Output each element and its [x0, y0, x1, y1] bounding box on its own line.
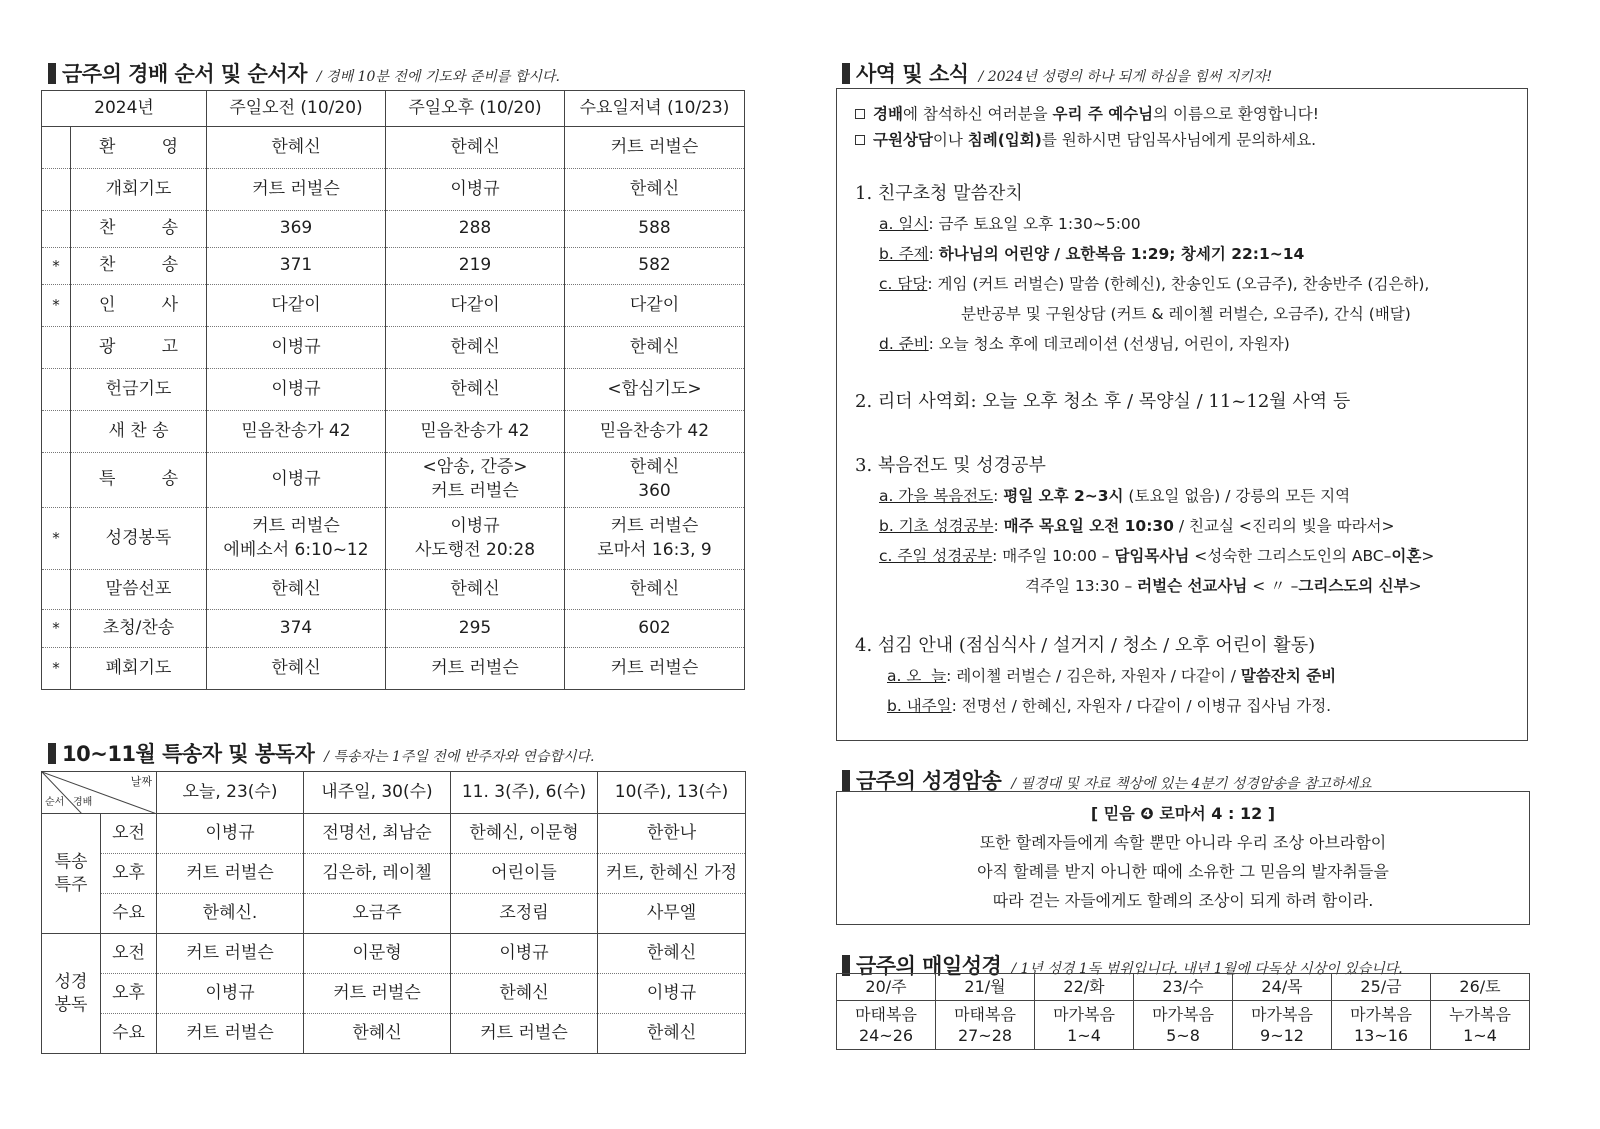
subline-text: : 금주 토요일 오후 1:30~5:00 — [928, 215, 1141, 233]
label-char: 사 — [161, 294, 178, 315]
order-item-label: 폐회기도 — [71, 648, 207, 690]
notice-text: 이나 — [932, 131, 968, 149]
cell-line: 한혜신 — [629, 457, 680, 478]
reading-cell — [1233, 1001, 1332, 1050]
verse-line: 아직 할례를 받지 아니한 때에 소유한 그 믿음의 발자취들을 — [977, 862, 1389, 881]
order-item-label — [71, 285, 207, 327]
chapter-range: 5~8 — [1166, 1026, 1200, 1045]
table-header-row — [42, 772, 746, 814]
order-item-label — [71, 453, 207, 508]
checkbox-square-icon — [855, 135, 865, 145]
news-subline — [855, 661, 1509, 691]
required-marker — [42, 411, 71, 453]
table-row — [42, 453, 745, 508]
order-item-label: 말씀선포 — [71, 570, 207, 610]
assignee-cell: 한혜신 — [207, 570, 386, 610]
assignee-cell: 한혜신. — [157, 894, 304, 934]
news-title: 사역 및 소식 — [856, 62, 969, 86]
table-row — [42, 327, 745, 369]
assignee-cell: 이병규 — [207, 369, 386, 411]
order-section-title — [48, 58, 560, 88]
reading-cell — [1332, 1001, 1431, 1050]
order-item-label — [71, 127, 207, 169]
table-row — [42, 974, 746, 1014]
assignee-cell: 369 — [207, 211, 386, 248]
chapter-range: 13~16 — [1353, 1026, 1409, 1045]
subline-key: a. 가을 복음전도 — [879, 487, 994, 505]
assignee-cell: 588 — [565, 211, 745, 248]
table-row — [42, 411, 745, 453]
assignee-cell: 이병규 — [157, 814, 304, 854]
assignee-cell: 커트 러벌슨 — [565, 648, 745, 690]
notice-text: 를 원하시면 담임목사님에게 문의하세요. — [1041, 131, 1317, 149]
notice-welcome — [855, 101, 1509, 127]
chapter-range: 27~28 — [957, 1026, 1013, 1045]
date-header: 11. 3(주), 6(수) — [451, 772, 598, 814]
assignee-cell: 김은하, 레이첼 — [304, 854, 451, 894]
cell-line: 에베소서 6:10~12 — [223, 539, 369, 560]
cell-line: 이병규 — [450, 515, 500, 536]
cell-line: 이병규 — [271, 469, 321, 490]
assignee-cell: 295 — [386, 610, 565, 648]
assignee-cell: 한한나 — [598, 814, 746, 854]
daily-bible-table — [836, 973, 1530, 1050]
verse-reference: [ 믿음 ❹ 로마서 4 : 12 ] — [1090, 804, 1276, 823]
subline-bold: 말씀잔치 준비 — [1240, 667, 1337, 685]
news-subline — [855, 511, 1509, 541]
assignee-cell: 커트 러벌슨 — [386, 648, 565, 690]
assignee-cell: 한혜신 — [598, 1014, 746, 1054]
chapter-range: 1~4 — [1067, 1026, 1101, 1045]
table-row — [42, 508, 745, 570]
news-item-2 — [855, 387, 1509, 417]
order-item-label: 헌금기도 — [71, 369, 207, 411]
assignee-cell: 한혜신 — [598, 934, 746, 974]
subline-key: c. 주일 성경공부 — [879, 547, 993, 565]
service-slot: 수요 — [101, 894, 157, 934]
news-subline — [855, 481, 1509, 511]
diagonal-corner-header — [42, 772, 157, 814]
order-item-label: 개회기도 — [71, 169, 207, 211]
assignee-cell: 사무엘 — [598, 894, 746, 934]
assignee-cell: 한혜신 — [386, 327, 565, 369]
daily-subtitle: / 1년 성경 1독 범위입니다. 내년 1월에 다독상 시상이 있습니다. — [1011, 961, 1403, 977]
label-char: 특 — [99, 469, 116, 490]
subline-key: b. 내주일 — [887, 697, 952, 715]
title-bar-marker — [48, 63, 56, 84]
subline-text: : 게임 (커트 러벌슨) 말씀 (한혜신), 찬송인도 (오금주), 찬송반주 (김은하), — [927, 275, 1430, 293]
day-header: 22/화 — [1035, 974, 1134, 1001]
label-char: 찬 — [99, 255, 116, 276]
news-subline — [855, 691, 1509, 721]
title-bar-marker — [842, 770, 850, 791]
news-item-heading: 1. 친구초청 말씀잔치 — [855, 183, 1023, 204]
subline-bold: 하나님의 어린양 / 요한복음 1:29; 창세기 22:1~14 — [938, 245, 1305, 263]
news-item-heading: 3. 복음전도 및 성경공부 — [855, 455, 1046, 476]
cell-line: 커트 러벌슨 — [431, 481, 519, 501]
required-marker: * — [42, 648, 71, 690]
assignee-cell: 219 — [386, 248, 565, 285]
subline-text: : 오늘 청소 후에 데코레이션 (선생님, 어린이, 자원자) — [928, 335, 1290, 353]
group-label-line: 봉독 — [54, 994, 88, 1015]
day-header: 25/금 — [1332, 974, 1431, 1001]
assignee-cell: 602 — [565, 610, 745, 648]
order-item-label: 성경봉독 — [71, 508, 207, 570]
required-marker: * — [42, 285, 71, 327]
subline-text: : — [993, 487, 1004, 505]
subline-bold: 그리스도의 신부 — [1298, 577, 1409, 595]
group-label — [42, 934, 101, 1054]
required-marker — [42, 169, 71, 211]
assignee-cell: 커트 러벌슨 — [157, 854, 304, 894]
service-slot: 오후 — [101, 974, 157, 1014]
subline-bold: 이혼 — [1391, 547, 1422, 565]
subline-key: b. 주제 — [879, 245, 929, 263]
assignee-cell: 288 — [386, 211, 565, 248]
order-item-label: 새 찬 송 — [71, 411, 207, 453]
chapter-range: 9~12 — [1260, 1026, 1304, 1045]
corner-order-label: 순서 — [45, 797, 65, 808]
sunday-pm-header: 주일오후 (10/20) — [386, 91, 565, 127]
assignee-cell: 한혜신 — [565, 570, 745, 610]
notice-text: 에 참석하신 여러분을 — [902, 105, 1053, 123]
news-item-heading: 2. 리더 사역회: 오늘 오후 청소 후 / 목양실 / 11~12월 사역 등 — [855, 391, 1351, 412]
group-label-line: 성경 — [54, 971, 88, 992]
table-row — [42, 211, 745, 248]
subline-text: : — [993, 517, 1004, 535]
news-subline — [855, 209, 1509, 239]
required-marker — [42, 127, 71, 169]
news-subline — [855, 329, 1509, 359]
required-marker — [42, 453, 71, 508]
required-marker: * — [42, 508, 71, 570]
assignee-cell: 한혜신 — [386, 127, 565, 169]
book-name: 마가복음 — [1251, 1005, 1313, 1024]
label-char: 고 — [161, 336, 178, 357]
subline-bold: 담임목사님 — [1114, 547, 1190, 565]
cell-line: 로마서 16:3, 9 — [597, 539, 712, 560]
subline-text: / 친교실 <진리의 빛을 따라서> — [1173, 517, 1395, 535]
sunday-am-header: 주일오전 (10/20) — [207, 91, 386, 127]
assignee-cell: 어린이들 — [451, 854, 598, 894]
assignee-cell — [565, 508, 745, 570]
news-box — [836, 88, 1528, 741]
order-item-label — [71, 248, 207, 285]
book-name: 마태복음 — [855, 1005, 917, 1024]
table-row — [42, 1014, 746, 1054]
order-of-worship-table — [41, 90, 745, 690]
special-singers-table — [41, 771, 746, 1054]
subline-key: d. 준비 — [879, 335, 929, 353]
subline-bold: 매주 목요일 오전 10:30 — [1003, 517, 1174, 535]
assignee-cell: 커트 러벌슨 — [157, 1014, 304, 1054]
label-char: 송 — [161, 469, 178, 490]
subline-text: : 매주일 10:00 – — [992, 547, 1115, 565]
date-header: 내주일, 30(수) — [304, 772, 451, 814]
service-slot: 오전 — [101, 814, 157, 854]
table-row — [42, 248, 745, 285]
book-name: 마가복음 — [1152, 1005, 1214, 1024]
subline-text: : 전명선 / 한혜신, 자원자 / 다같이 / 이병규 집사님 가정. — [951, 697, 1332, 715]
assignee-cell: 582 — [565, 248, 745, 285]
chapter-range: 24~26 — [858, 1026, 914, 1045]
cell-line: 커트 러벌슨 — [610, 515, 699, 536]
subline-text: < 〃 – — [1247, 577, 1299, 595]
group-label — [42, 814, 101, 934]
notice-text: 의 이름으로 환영합니다! — [1153, 105, 1319, 123]
verse-subtitle: / 필경대 및 자료 책상에 있는 4분기 성경암송을 참고하세요 — [1011, 776, 1372, 792]
subline-text: (토요일 없음) / 강릉의 모든 지역 — [1123, 487, 1351, 505]
table-header-row — [837, 974, 1530, 1001]
year-header: 2024년 — [42, 91, 207, 127]
table-row — [42, 934, 746, 974]
news-subline — [855, 541, 1509, 571]
assignee-cell: 한혜신 — [304, 1014, 451, 1054]
assignee-cell: 이병규 — [451, 934, 598, 974]
assignee-cell: 이병규 — [386, 169, 565, 211]
day-header: 21/월 — [936, 974, 1035, 1001]
subline-key: c. 담당 — [879, 275, 928, 293]
subline-text: 분반공부 및 구원상담 (커트 & 레이첼 러벌슨, 오금주), 간식 (배달) — [961, 305, 1411, 323]
table-row — [42, 285, 745, 327]
news-subline — [855, 571, 1509, 601]
service-slot: 수요 — [101, 1014, 157, 1054]
assignee-cell: 이문형 — [304, 934, 451, 974]
news-subline — [855, 299, 1509, 329]
reading-cell — [1431, 1001, 1530, 1050]
table-row — [42, 894, 746, 934]
required-marker: * — [42, 248, 71, 285]
memory-verse-box — [836, 791, 1530, 925]
news-item-1 — [855, 179, 1509, 359]
required-marker — [42, 327, 71, 369]
assignee-cell — [207, 508, 386, 570]
assignee-cell: 한혜신 — [565, 327, 745, 369]
table-row — [42, 169, 745, 211]
subline-text: > — [1421, 547, 1435, 565]
verse-title: 금주의 성경암송 — [856, 769, 1002, 793]
book-name: 마태복음 — [954, 1005, 1016, 1024]
checkbox-square-icon — [855, 109, 865, 119]
assignee-cell: 한혜신 — [565, 169, 745, 211]
assignee-cell: 믿음찬송가 42 — [207, 411, 386, 453]
assignee-cell: 믿음찬송가 42 — [386, 411, 565, 453]
subline-key: a. 일시 — [879, 215, 929, 233]
assignee-cell: 한혜신 — [207, 127, 386, 169]
corner-date-label: 날짜 — [130, 775, 152, 788]
label-char: 송 — [161, 255, 178, 276]
label-char: 찬 — [99, 218, 116, 239]
assignee-cell: 조정림 — [451, 894, 598, 934]
assignee-cell: 커트 러벌슨 — [565, 127, 745, 169]
table-row — [42, 854, 746, 894]
label-char: 인 — [99, 294, 116, 315]
assignee-cell — [207, 453, 386, 508]
date-header: 10(주), 13(수) — [598, 772, 746, 814]
subline-text: : 레이첼 러벌슨 / 김은하, 자원자 / 다같이 / — [946, 667, 1241, 685]
news-item-4 — [855, 631, 1509, 721]
required-marker — [42, 369, 71, 411]
day-header: 20/주 — [837, 974, 936, 1001]
notice-counseling — [855, 127, 1509, 153]
required-marker — [42, 211, 71, 248]
reading-cell — [1134, 1001, 1233, 1050]
table-header-row — [42, 91, 745, 127]
assignee-cell: 이병규 — [157, 974, 304, 1014]
reading-cell — [837, 1001, 936, 1050]
subline-bold: 평일 오후 2~3시 — [1003, 487, 1124, 505]
assignee-cell: 커트 러벌슨 — [157, 934, 304, 974]
date-header: 오늘, 23(수) — [157, 772, 304, 814]
cell-line: 360 — [638, 481, 671, 501]
assignee-cell: 이병규 — [598, 974, 746, 1014]
required-marker — [42, 570, 71, 610]
cell-line: 사도행전 20:28 — [414, 539, 536, 560]
subline-bold: 러벌슨 선교사님 — [1137, 577, 1248, 595]
notice-bold: 구원상담 — [873, 131, 933, 149]
label-char: 환 — [99, 136, 116, 157]
day-header: 24/목 — [1233, 974, 1332, 1001]
required-marker: * — [42, 610, 71, 648]
order-item-label: 초청/찬송 — [71, 610, 207, 648]
title-bar-marker — [48, 743, 56, 764]
subline-text: <성숙한 그리스도인의 ABC– — [1189, 547, 1392, 565]
assignee-cell: 371 — [207, 248, 386, 285]
daily-title: 금주의 매일성경 — [856, 954, 1002, 978]
assignee-cell: 한혜신 — [451, 974, 598, 1014]
table-row — [42, 570, 745, 610]
wednesday-header: 수요일저녁 (10/23) — [565, 91, 745, 127]
table-row — [837, 1001, 1530, 1050]
assignee-cell: 오금주 — [304, 894, 451, 934]
order-item-label — [71, 211, 207, 248]
book-name: 마가복음 — [1350, 1005, 1412, 1024]
verse-line: 따라 걷는 자들에게도 할례의 조상이 되게 하려 함이라. — [992, 891, 1374, 910]
order-title: 금주의 경배 순서 및 순서자 — [62, 62, 307, 86]
book-name: 누가복음 — [1449, 1005, 1511, 1024]
table-row — [42, 369, 745, 411]
singer-subtitle: / 특송자는 1주일 전에 반주자와 연습합시다. — [324, 749, 595, 765]
assignee-cell: 커트 러벌슨 — [304, 974, 451, 1014]
assignee-cell — [386, 453, 565, 508]
assignee-cell: 한혜신, 이문형 — [451, 814, 598, 854]
table-row — [42, 610, 745, 648]
order-item-label — [71, 327, 207, 369]
order-subtitle: / 경배 10분 전에 기도와 준비를 합시다. — [316, 69, 560, 85]
group-label-line: 특주 — [54, 874, 88, 895]
assignee-cell: 한혜신 — [386, 570, 565, 610]
notice-bold: 우리 주 예수님 — [1052, 105, 1154, 123]
reading-cell — [936, 1001, 1035, 1050]
assignee-cell — [386, 508, 565, 570]
service-slot: 오후 — [101, 854, 157, 894]
news-subtitle: / 2024년 성령의 하나 되게 하심을 힘써 지키자! — [978, 69, 1273, 85]
assignee-cell: 전명선, 최남순 — [304, 814, 451, 854]
subline-text: > — [1408, 577, 1422, 595]
singer-section-title — [48, 738, 595, 768]
book-name: 마가복음 — [1053, 1005, 1115, 1024]
notice-bold: 침례(입회) — [967, 131, 1042, 149]
reading-cell — [1035, 1001, 1134, 1050]
service-slot: 오전 — [101, 934, 157, 974]
news-item-3 — [855, 451, 1509, 601]
title-bar-marker — [842, 63, 850, 84]
label-char: 영 — [161, 136, 178, 157]
subline-text: 격주일 13:30 – — [1025, 577, 1138, 595]
label-char: 광 — [99, 336, 116, 357]
table-row — [42, 814, 746, 854]
assignee-cell: 374 — [207, 610, 386, 648]
verse-line: 또한 할례자들에게 속할 뿐만 아니라 우리 조상 아브라함이 — [979, 833, 1387, 852]
label-char: 송 — [161, 218, 178, 239]
assignee-cell: 다같이 — [386, 285, 565, 327]
assignee-cell — [565, 453, 745, 508]
group-label-line: 특송 — [54, 851, 88, 872]
cell-line: <암송, 간증> — [422, 457, 528, 478]
singer-title: 10~11월 특송자 및 봉독자 — [62, 742, 315, 766]
assignee-cell: 다같이 — [565, 285, 745, 327]
corner-service-label: 경배 — [73, 797, 93, 808]
assignee-cell: 커트 러벌슨 — [451, 1014, 598, 1054]
subline-text: : — [928, 245, 939, 263]
assignee-cell: 한혜신 — [386, 369, 565, 411]
subline-key: b. 기초 성경공부 — [879, 517, 994, 535]
news-subline — [855, 239, 1509, 269]
assignee-cell: 커트 러벌슨 — [207, 169, 386, 211]
assignee-cell: <합심기도> — [565, 369, 745, 411]
day-header: 26/토 — [1431, 974, 1530, 1001]
assignee-cell: 다같이 — [207, 285, 386, 327]
assignee-cell: 커트, 한혜신 가정 — [598, 854, 746, 894]
chapter-range: 1~4 — [1463, 1026, 1497, 1045]
news-item-heading: 4. 섬김 안내 (점심식사 / 설거지 / 청소 / 오후 어린이 활동) — [855, 635, 1316, 656]
table-row — [42, 127, 745, 169]
day-header: 23/수 — [1134, 974, 1233, 1001]
news-subline — [855, 269, 1509, 299]
assignee-cell: 이병규 — [207, 327, 386, 369]
cell-line: 커트 러벌슨 — [252, 515, 340, 536]
table-row — [42, 648, 745, 690]
assignee-cell: 믿음찬송가 42 — [565, 411, 745, 453]
news-section-title — [842, 58, 1272, 88]
notice-bold: 경배 — [873, 105, 903, 123]
subline-key: a. 오 늘 — [887, 667, 947, 685]
assignee-cell: 한혜신 — [207, 648, 386, 690]
